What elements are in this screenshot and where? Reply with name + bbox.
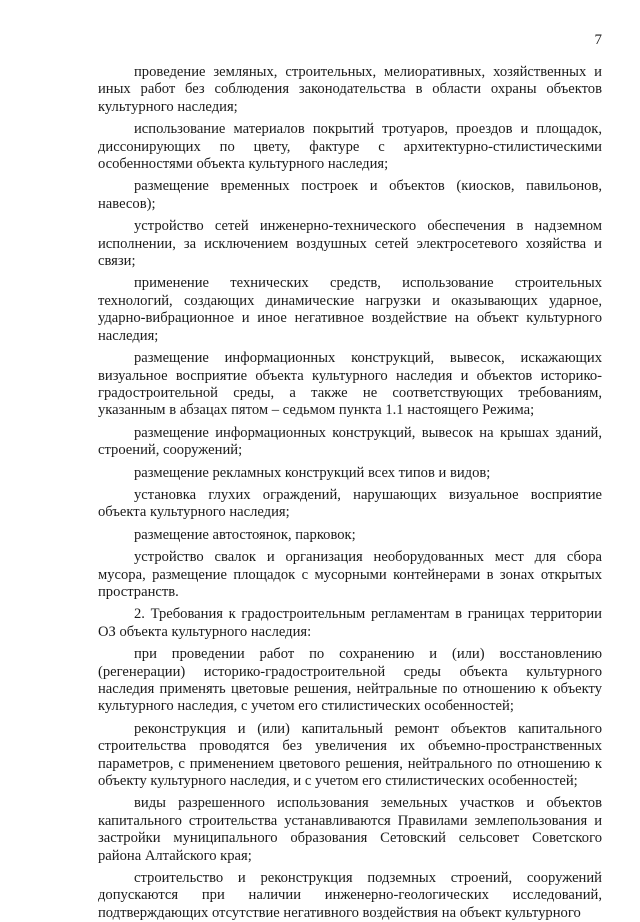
paragraph: размещение рекламных конструкций всех типов и видов; bbox=[134, 464, 491, 481]
paragraph: при проведении работ по сохранению и (или) восстановлению (регенерации) историко-градостроительной среды объекта культурного наследия применять цветовые решения, нейтральные по отношению к объекту культурного наследия, с учетом его стилистических особенностей; bbox=[98, 646, 602, 715]
paragraph: использование материалов покрытий тротуаров, проездов и площадок, диссонирующих по цвету, фактуре с архитектурно-стилистическими особенностями объекта культурного наследия; bbox=[98, 121, 602, 173]
paragraph: размещение автостоянок, парковок; bbox=[134, 526, 356, 543]
paragraph: размещение временных построек и объектов (киосков, павильонов, навесов); bbox=[98, 178, 602, 212]
paragraph: применение технических средств, использование строительных технологий, создающих динамические нагрузки и оказывающих ударное, ударно-вибрационное и иное негативное воздействие на объект культурного наследия; bbox=[98, 275, 602, 344]
page-number: 7 bbox=[594, 32, 602, 48]
paragraph: размещение информационных конструкций, вывесок, искажающих визуальное восприятие объекта культурного наследия и объектов историко-градостроительной среды, а также не соответствующих требованиям, указанным в абзацах пятом – седьмом пункта 1.1 настоящего Режима; bbox=[98, 350, 602, 419]
document-body bbox=[98, 64, 602, 922]
paragraph: устройство свалок и организация необорудованных мест для сбора мусора, размещение площадок с мусорными контейнерами в зонах открытых пространств. bbox=[98, 549, 602, 600]
paragraph: устройство сетей инженерно-технического обеспечения в надземном исполнении, за исключением воздушных сетей электросетевого хозяйства и связи; bbox=[98, 218, 602, 270]
paragraph: установка глухих ограждений, нарушающих визуальное восприятие объекта культурного наследия; bbox=[98, 486, 602, 521]
paragraph: размещение информационных конструкций, вывесок на крышах зданий, строений, сооружений; bbox=[98, 424, 602, 459]
paragraph: строительство и реконструкция подземных строений, сооружений допускаются при наличии инженерно-геологических исследований, подтверждающих отсутствие негативного воздействия на объект культурного bbox=[98, 870, 602, 921]
section-heading: 2. Требования к градостроительным регламентам в границах территории ОЗ объекта культурного наследия: bbox=[98, 606, 602, 640]
paragraph: виды разрешенного использования земельных участков и объектов капитального строительства устанавливаются Правилами землепользования и застройки муниципального образования Сетовский сельсовет Советского района Алтайского края; bbox=[98, 795, 602, 864]
paragraph: проведение земляных, строительных, мелиоративных, хозяйственных и иных работ без соблюдения законодательства в области охраны объектов культурного наследия; bbox=[98, 64, 602, 115]
paragraph: реконструкция и (или) капитальный ремонт объектов капитального строительства проводятся без увеличения их объемно-пространственных параметров, с применением цветового решения, нейтрального по отношению к объекту культурного наследия, и с учетом его стилистических особенностей; bbox=[98, 720, 602, 790]
